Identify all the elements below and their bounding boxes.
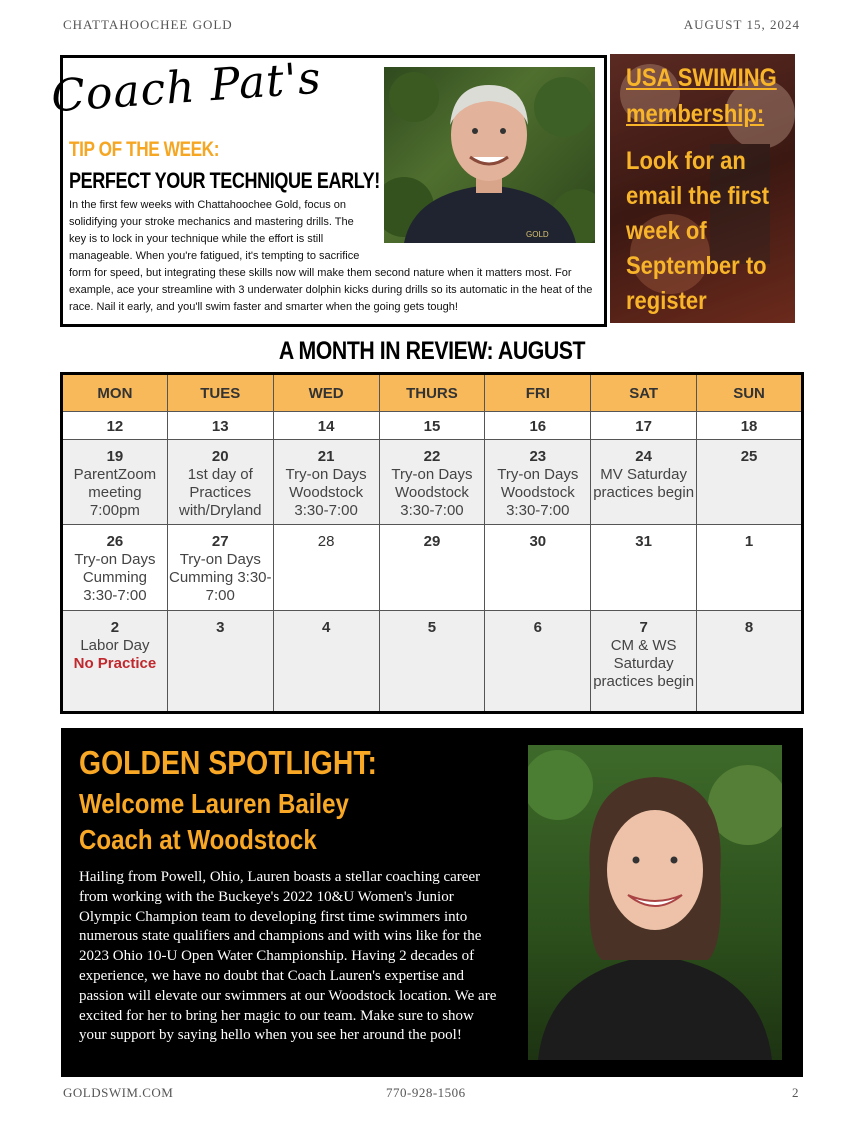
issue-date: AUGUST 15, 2024 xyxy=(683,17,800,32)
day-number: 1 xyxy=(744,533,754,551)
calendar-day xyxy=(485,610,591,712)
calendar-day xyxy=(62,412,168,440)
calendar-day xyxy=(62,610,168,712)
weekday-header: THURS xyxy=(379,374,485,412)
calendar-day xyxy=(273,525,379,610)
calendar-day xyxy=(697,440,803,525)
footer-website[interactable]: GOLDSWIM.COM xyxy=(63,1085,174,1100)
day-number: 27 xyxy=(211,533,229,551)
day-number: 19 xyxy=(106,448,124,466)
day-number: 30 xyxy=(529,533,547,551)
shirt-logo: GOLD xyxy=(526,230,549,239)
calendar-day xyxy=(167,440,273,525)
calendar-day xyxy=(62,440,168,525)
usa-swimming-title: USA SWIMING membership: xyxy=(626,64,777,128)
spotlight-subheading xyxy=(79,786,349,858)
day-number: 26 xyxy=(106,533,124,551)
lauren-bailey-photo xyxy=(528,745,782,1060)
calendar-day xyxy=(62,525,168,610)
calendar-day xyxy=(485,525,591,610)
day-number: 6 xyxy=(533,618,542,636)
calendar-title: A MONTH IN REVIEW: AUGUST xyxy=(278,337,586,365)
day-number: 31 xyxy=(635,533,652,551)
day-number: 13 xyxy=(211,418,229,435)
august-calendar xyxy=(60,372,804,714)
calendar-day xyxy=(379,412,485,440)
spotlight-subheading-line1: Welcome Lauren Bailey xyxy=(79,788,349,819)
weekday-header: SAT xyxy=(591,374,697,412)
day-event: MV Saturday practices begin xyxy=(593,466,695,502)
tip-headline: PERFECT YOUR TECHNIQUE EARLY! xyxy=(69,168,380,193)
tip-label: TIP OF THE WEEK: xyxy=(69,138,220,161)
weekday-header: FRI xyxy=(485,374,591,412)
day-number: 8 xyxy=(744,618,754,636)
tip-body-bottom: form for speed, but integrating these skills now will make them second nature when it matters most. For example, ace your streamline with 3 underwater dolphin kicks during drills so its automatic in the heat of the race. Nail it early, and you'll swim faster and smarter when the going gets tough! xyxy=(69,267,593,313)
day-number: 21 xyxy=(317,448,335,466)
day-number: 5 xyxy=(427,618,437,636)
calendar-day xyxy=(697,412,803,440)
day-event: Try-on Days Cumming 3:30-7:00 xyxy=(168,551,272,605)
calendar-day xyxy=(379,525,485,610)
lauren-illustration xyxy=(528,745,782,1060)
day-number: 16 xyxy=(529,418,547,435)
weekday-header: SUN xyxy=(697,374,803,412)
day-number: 25 xyxy=(740,448,758,466)
weekday-header: WED xyxy=(273,374,379,412)
day-number: 4 xyxy=(321,618,331,636)
day-number: 29 xyxy=(423,533,441,551)
calendar-day xyxy=(273,610,379,712)
day-event: Try-on Days Woodstock 3:30-7:00 xyxy=(391,466,473,520)
day-number: 7 xyxy=(639,618,648,636)
calendar-day xyxy=(167,610,273,712)
no-practice-notice: No Practice xyxy=(73,654,157,672)
day-event: Try-on Days Woodstock 3:30-7:00 xyxy=(285,466,367,520)
day-event: Labor Day xyxy=(80,636,150,654)
day-number: 28 xyxy=(317,533,335,551)
day-event: CM & WS Saturday practices begin xyxy=(593,636,695,690)
calendar-day xyxy=(379,440,485,525)
spotlight-heading: GOLDEN SPOTLIGHT: xyxy=(79,744,377,781)
usa-swimming-box xyxy=(610,54,795,323)
calendar-day xyxy=(697,610,803,712)
calendar-day xyxy=(167,525,273,610)
day-event: Try-on Days Cumming 3:30-7:00 xyxy=(74,551,156,605)
calendar-day xyxy=(591,412,697,440)
coach-pat-script-title: Coach Pat's xyxy=(49,52,324,123)
day-event: 1st day of Practices with/Dryland xyxy=(179,466,262,520)
calendar-day xyxy=(485,440,591,525)
calendar-day xyxy=(485,412,591,440)
weekday-header: MON xyxy=(62,374,168,412)
usa-swimming-message: Look for an email the first week of September to register xyxy=(626,147,770,315)
day-number: 15 xyxy=(423,418,441,435)
day-event: ParentZoom meeting 7:00pm xyxy=(73,466,157,520)
day-number: 18 xyxy=(740,418,758,435)
tip-body-top: In the first few weeks with Chattahoochee Gold, focus on solidifying your stroke mechanics and mastering drills. The key is to lock in your technique while the effort is still manageable. When you're fatigued, it's tempting to sacrifice xyxy=(69,199,360,262)
day-number: 17 xyxy=(635,418,652,435)
coach-pat-photo xyxy=(384,67,595,243)
day-number: 22 xyxy=(423,448,441,466)
calendar-day xyxy=(273,412,379,440)
day-number: 14 xyxy=(317,418,335,435)
spotlight-subheading-line2: Coach at Woodstock xyxy=(79,824,317,855)
tip-of-week-box xyxy=(49,52,607,327)
spotlight-body: Hailing from Powell, Ohio, Lauren boasts a stellar coaching career from working with the Buckeye's 2022 10&U Women's Junior Olympic Champion team to developing first time swimmers into numerous state qualifiers and champions and with wins like for the 2023 Ohio 10-U Open Water Championship. Having 2 decades of experience, we have no doubt that Coach Lauren's expertise and passion will elevate our swimmers at our Woodstock location. We are excited for her to bring her magic to our team. Make sure to show your support by saying hello when you see her around the pool! xyxy=(79,869,497,1044)
calendar-day xyxy=(167,412,273,440)
calendar-day xyxy=(273,440,379,525)
calendar-day xyxy=(591,525,697,610)
day-number: 20 xyxy=(211,448,229,466)
page-number: 2 xyxy=(792,1085,799,1100)
calendar-day xyxy=(697,525,803,610)
publication-name: CHATTAHOOCHEE GOLD xyxy=(63,17,233,32)
day-number: 2 xyxy=(110,618,120,636)
footer-phone: 770-928-1506 xyxy=(386,1085,466,1100)
day-number: 23 xyxy=(529,448,547,466)
day-number: 12 xyxy=(106,418,124,435)
day-event: Try-on Days Woodstock 3:30-7:00 xyxy=(497,466,579,520)
day-number: 3 xyxy=(216,618,225,636)
day-number: 24 xyxy=(635,448,652,466)
calendar-day xyxy=(591,610,697,712)
weekday-header: TUES xyxy=(167,374,273,412)
golden-spotlight xyxy=(61,728,803,1077)
coach-pat-illustration xyxy=(384,67,595,243)
calendar-day xyxy=(379,610,485,712)
calendar-day xyxy=(591,440,697,525)
